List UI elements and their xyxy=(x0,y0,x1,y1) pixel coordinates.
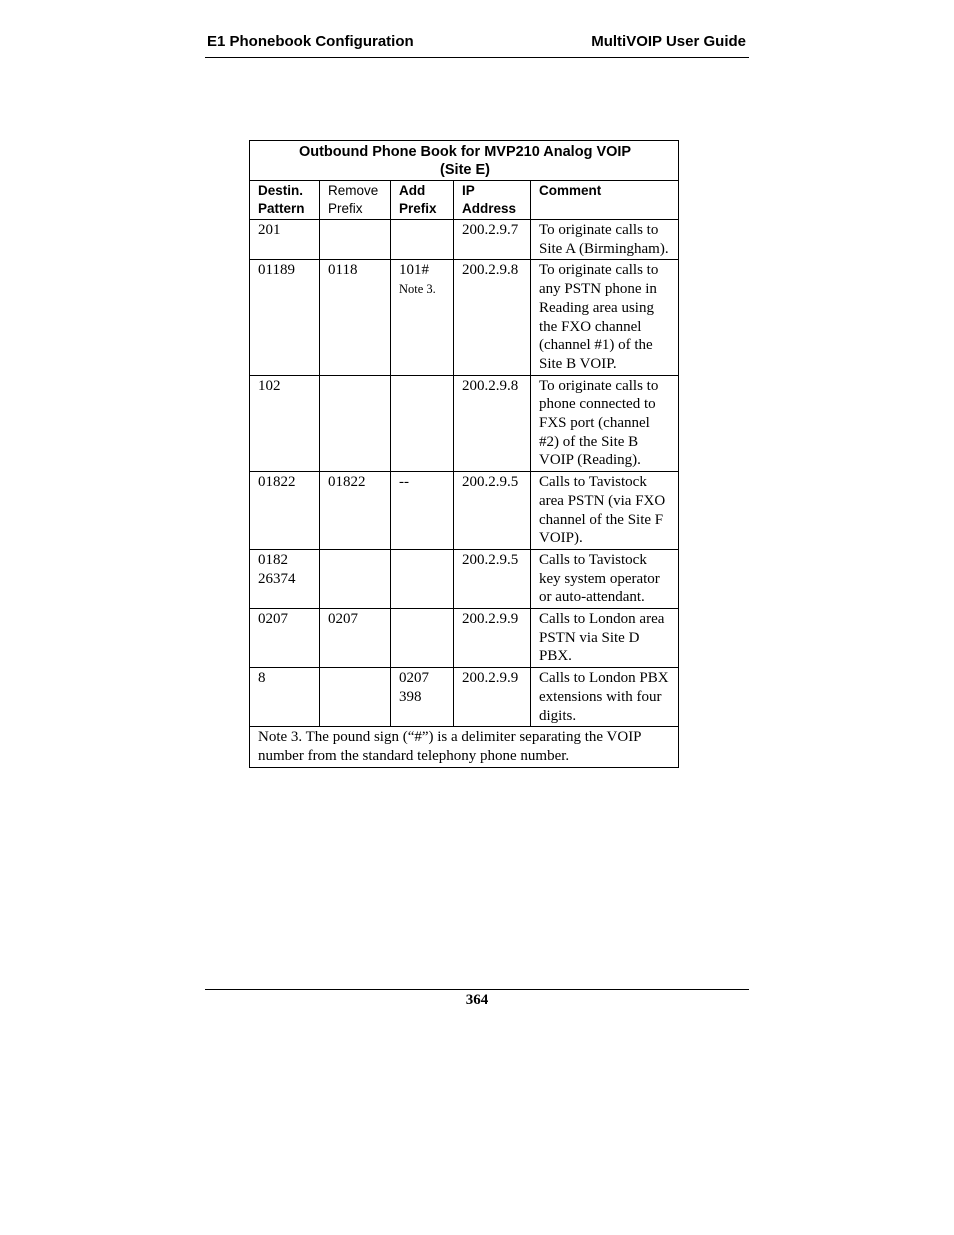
table-header-row xyxy=(250,181,679,220)
table-title-line1: Outbound Phone Book for MVP210 Analog VOIP xyxy=(298,144,632,160)
cell-comment: Calls to Tavistock area PSTN (via FXO channel of the Site F VOIP). xyxy=(531,472,679,550)
cell-destin-pattern: 0207 xyxy=(250,609,320,668)
table-row xyxy=(250,668,679,727)
cell-destin-pattern: 0182 26374 xyxy=(250,549,320,608)
cell-ip-address: 200.2.9.9 xyxy=(454,609,531,668)
add-prefix-note-ref: Note 3. xyxy=(399,282,436,297)
col-header-line: Add xyxy=(399,183,426,198)
col-header-add-prefix xyxy=(391,181,454,220)
cell-destin-pattern: 8 xyxy=(250,668,320,727)
outbound-phonebook-table xyxy=(249,140,679,768)
table-footnote-row xyxy=(250,727,679,768)
cell-add-prefix xyxy=(391,220,454,260)
col-header-ip-address xyxy=(454,181,531,220)
cell-add-prefix: -- xyxy=(391,472,454,550)
cell-add-prefix xyxy=(391,549,454,608)
col-header-line: Comment xyxy=(539,183,602,198)
table-title-row xyxy=(250,141,679,181)
footer-rule xyxy=(205,989,749,990)
col-header-line: Address xyxy=(462,201,517,216)
cell-comment: To originate calls to phone connected to FXS port (channel #2) of the Site B VOIP (Reading). xyxy=(531,375,679,472)
cell-ip-address: 200.2.9.7 xyxy=(454,220,531,260)
cell-ip-address: 200.2.9.8 xyxy=(454,375,531,472)
cell-comment: Calls to London area PSTN via Site D PBX. xyxy=(531,609,679,668)
cell-destin-pattern: 01822 xyxy=(250,472,320,550)
header-rule xyxy=(205,57,749,58)
cell-comment: Calls to Tavistock key system operator or auto-attendant. xyxy=(531,549,679,608)
col-header-line: Remove xyxy=(328,183,379,198)
cell-destin-pattern: 201 xyxy=(250,220,320,260)
cell-ip-address: 200.2.9.5 xyxy=(454,549,531,608)
col-header-comment xyxy=(531,181,679,220)
cell-add-prefix xyxy=(391,609,454,668)
table-row xyxy=(250,375,679,472)
table-row xyxy=(250,220,679,260)
table-title xyxy=(250,141,679,181)
cell-remove-prefix: 01822 xyxy=(320,472,391,550)
cell-remove-prefix xyxy=(320,549,391,608)
col-header-line: Pattern xyxy=(258,201,305,216)
cell-remove-prefix: 0207 xyxy=(320,609,391,668)
page-number: 364 xyxy=(465,992,489,1008)
col-header-line: Destin. xyxy=(258,183,304,198)
cell-remove-prefix xyxy=(320,375,391,472)
table-title-line2: (Site E) xyxy=(440,162,490,178)
table-footnote: Note 3. The pound sign (“#”) is a delimiter separating the VOIP number from the standard telephony phone number. xyxy=(250,727,679,768)
col-header-remove-prefix xyxy=(320,181,391,220)
cell-remove-prefix: 0118 xyxy=(320,260,391,375)
cell-ip-address: 200.2.9.8 xyxy=(454,260,531,375)
cell-add-prefix xyxy=(391,260,454,375)
cell-add-prefix: 0207 398 xyxy=(391,668,454,727)
cell-ip-address: 200.2.9.9 xyxy=(454,668,531,727)
cell-destin-pattern: 01189 xyxy=(250,260,320,375)
cell-ip-address: 200.2.9.5 xyxy=(454,472,531,550)
table-row xyxy=(250,260,679,375)
running-header-section: E1 Phonebook Configuration xyxy=(207,33,414,50)
col-header-line: Prefix xyxy=(328,201,363,216)
col-header-line: IP xyxy=(462,183,475,198)
cell-remove-prefix xyxy=(320,668,391,727)
running-header-doc-title: MultiVOIP User Guide xyxy=(591,33,746,50)
table-row xyxy=(250,549,679,608)
add-prefix-value: 101# xyxy=(399,262,429,279)
col-header-destin-pattern xyxy=(250,181,320,220)
table-row xyxy=(250,609,679,668)
cell-comment: Calls to London PBX extensions with four digits. xyxy=(531,668,679,727)
cell-remove-prefix xyxy=(320,220,391,260)
col-header-line: Prefix xyxy=(399,201,437,216)
cell-destin-pattern: 102 xyxy=(250,375,320,472)
cell-comment: To originate calls to any PSTN phone in Reading area using the FXO channel (channel #1) of the Site B VOIP. xyxy=(531,260,679,375)
cell-add-prefix xyxy=(391,375,454,472)
table-row xyxy=(250,472,679,550)
cell-comment: To originate calls to Site A (Birmingham). xyxy=(531,220,679,260)
